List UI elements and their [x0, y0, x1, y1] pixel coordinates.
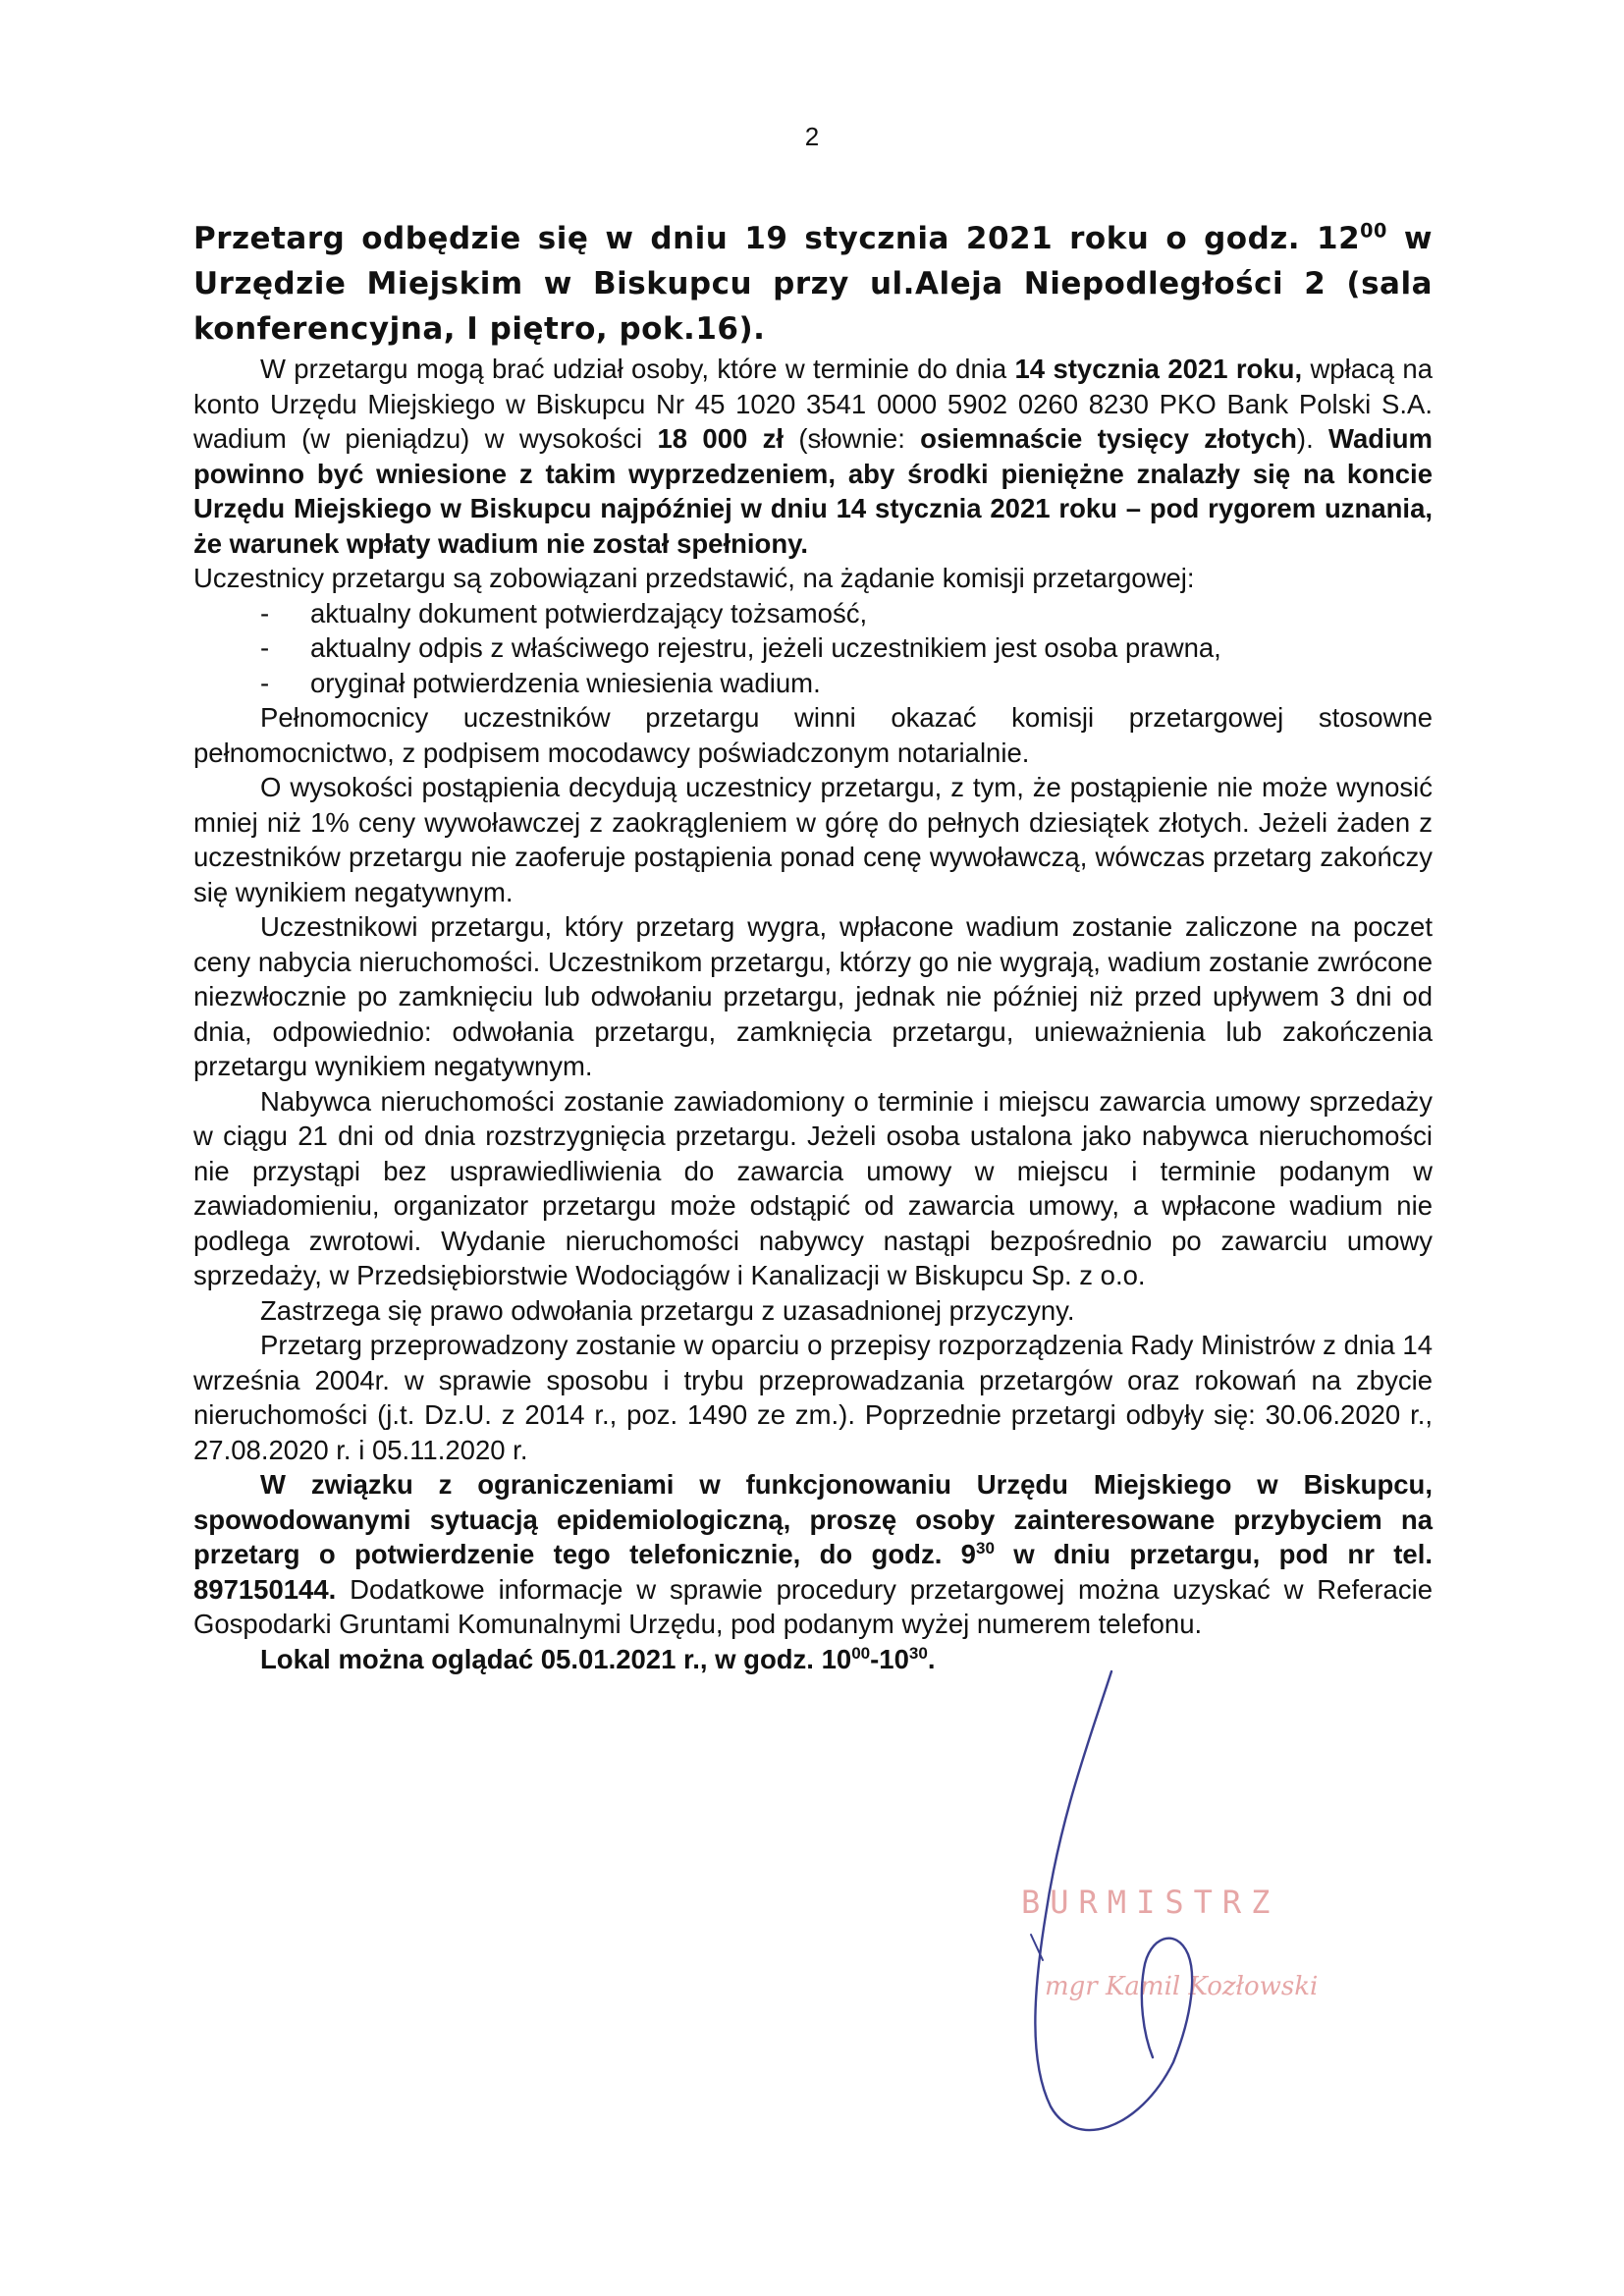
- stamp-title: BURMISTRZ: [1021, 1884, 1280, 1921]
- auction-date-heading: Przetarg odbędzie się w dniu 19 stycznia 2021 roku o godz. $12^{00}$ w Urzędzie Miejskim w Biskupcu przy ul.Aleja Niepodległości 2 (sala konferencyjna, I piętro, pok.16).: [193, 219, 1433, 347]
- signature-stamp: [1021, 1669, 1394, 2180]
- stamp-name: mgr Kamil Kozłowski: [1045, 1972, 1319, 2001]
- requirements-list: [193, 596, 1433, 701]
- list-item: - aktualny dokument potwierdzający tożsamość,: [260, 596, 1433, 631]
- covid-paragraph: W związku z ograniczeniami w funkcjonowaniu Urzędu Miejskiego w Biskupcu, spowodowanymi sytuacją epidemiologiczną, proszę osoby zainteresowane przybyciem na przetarg o potwierdzenie tego telefonicznie, do godz. $9^{30}$ w dniu przetargu, pod nr tel. 897150144. Dodatkowe informacje w sprawie procedury przetargowej można uzyskać w Referacie Gospodarki Gruntami Komunalnymi Urzędu, pod podanym wyżej numerem telefonu.: [193, 1469, 1433, 1639]
- list-item: - oryginał potwierdzenia wniesienia wadium.: [260, 666, 1433, 701]
- participants-intro: Uczestnicy przetargu są zobowiązani przedstawić, na żądanie komisji przetargowej:: [193, 563, 1195, 593]
- signature-icon: [1021, 1669, 1394, 2180]
- buyer-paragraph: Nabywca nieruchomości zostanie zawiadomiony o terminie i miejscu zawarcia umowy sprzedaży w ciągu 21 dni od dnia rozstrzygnięcia przetargu. Jeżeli osoba ustalona jako nabywca nieruchomości nie przystąpi bez usprawiedliwienia do zawarcia umowy w miejscu i terminie podanym w zawiadomieniu, organizator przetargu może odstąpić od zawarcia umowy, a wpłacone wadium nie podlega zwrotowi. Wydanie nieruchomości nabywcy nastąpi bezpośrednio po zawarciu umowy sprzedaży, w Przedsiębiorstwie Wodociągów i Kanalizacji w Biskupcu Sp. z o.o.: [193, 1085, 1433, 1290]
- deposit-refund-paragraph: Uczestnikowi przetargu, który przetarg wygra, wpłacone wadium zostanie zaliczone na poczet ceny nabycia nieruchomości. Uczestnikom przetargu, którzy go nie wygrają, wadium zostanie zwrócone niezwłocznie po zamknięciu lub odwołaniu przetargu, jednak nie później niż przed upływem 3 dni od dnia, odpowiednio: odwołania przetargu, zamknięcia przetargu, unieważnienia lub zakończenia przetargu wynikiem negatywnym.: [193, 911, 1433, 1081]
- document-body: [193, 216, 1433, 1676]
- regulation-paragraph: Przetarg przeprowadzony zostanie w oparciu o przepisy rozporządzenia Rady Ministrów z dnia 14 września 2004r. w sprawie sposobu i trybu przeprowadzania przetargów oraz rokowań na zbycie nieruchomości (j.t. Dz.U. z 2014 r., poz. 1490 ze zm.). Poprzednie przetargi odbyły się: 30.06.2020 r., 27.08.2020 r. i 05.11.2020 r.: [193, 1330, 1433, 1465]
- page-number: 2: [804, 122, 820, 151]
- bid-increment-paragraph: O wysokości postąpienia decydują uczestnicy przetargu, z tym, że postąpienie nie może wynosić mniej niż 1% ceny wywoławczej z zaokrągleniem w górę do pełnych dziesiątek złotych. Jeżeli żaden z uczestników przetargu nie zaoferuje postąpienia ponad cenę wywoławczą, wówczas przetarg zakończy się wynikiem negatywnym.: [193, 772, 1433, 907]
- list-item: - aktualny odpis z właściwego rejestru, jeżeli uczestnikiem jest osoba prawna,: [260, 630, 1433, 666]
- reservation-paragraph: Zastrzega się prawo odwołania przetargu z uzasadnionej przyczyny.: [260, 1294, 1075, 1326]
- viewing-info: Lokal można oglądać 05.01.2021 r., w godz. $10^{00}-10^{30}$.: [260, 1643, 936, 1674]
- attorneys-paragraph: Pełnomocnicy uczestników przetargu winni okazać komisji przetargowej stosowne pełnomocnictwo, z podpisem mocodawcy poświadczonym notarialnie.: [193, 702, 1433, 768]
- deposit-paragraph: W przetargu mogą brać udział osoby, które w terminie do dnia 14 stycznia 2021 roku, wpłacą na konto Urzędu Miejskiego w Biskupcu Nr 45 1020 3541 0000 5902 0260 8230 PKO Bank Polski S.A. wadium (w pieniądzu) w wysokości 18 000 zł (słownie: osiemnaście tysięcy złotych). Wadium powinno być wniesione z takim wyprzedzeniem, aby środki pieniężne znalazły się na koncie Urzędu Miejskiego w Biskupcu najpóźniej w dniu 14 stycznia 2021 roku – pod rygorem uznania, że warunek wpłaty wadium nie został spełniony.: [193, 354, 1433, 559]
